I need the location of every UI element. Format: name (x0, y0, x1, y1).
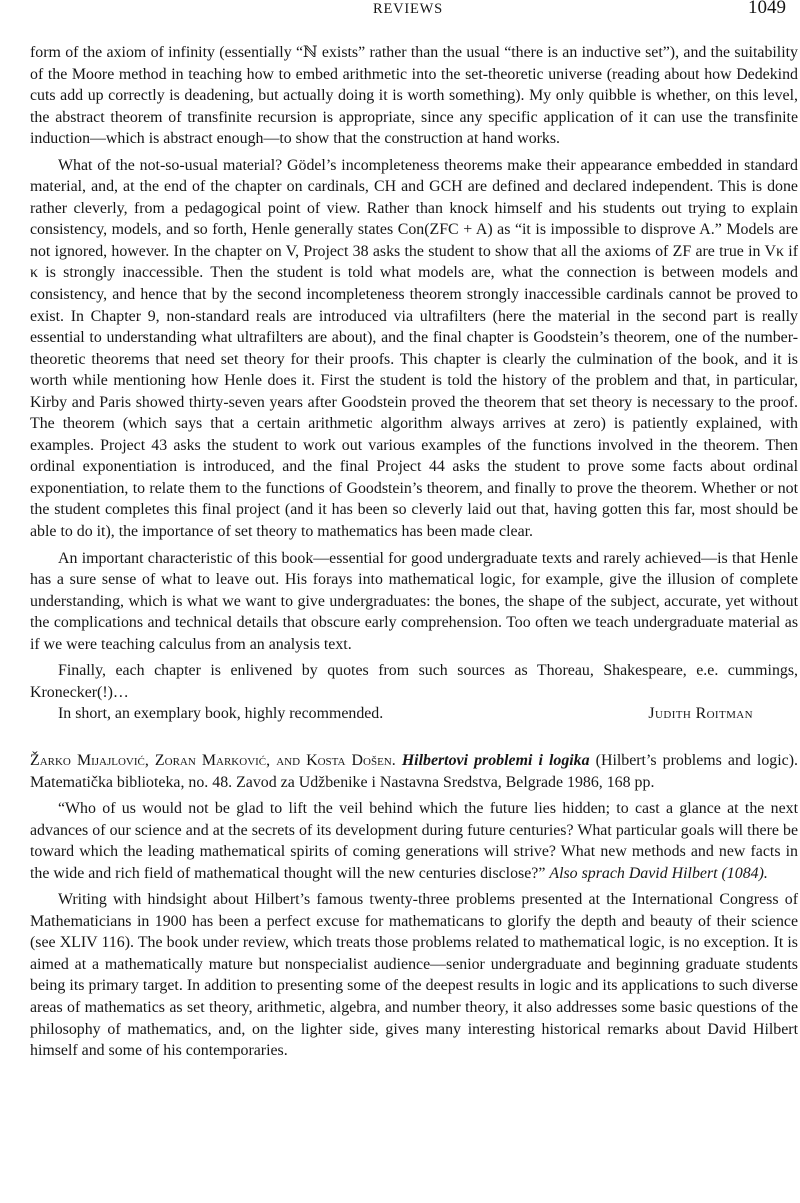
quote-text: “Who of us would not be glad to lift the veil behind which the future lies hidden; to cast a glance at the next advances of our science and at the secrets of its development during future centuries? What particular goals will there be toward which the leading mathematical spirits of coming generations will strive? What new methods and new facts in the wide and rich field of mathematical thought will the new centuries disclose?” (30, 800, 798, 882)
book-citation (30, 750, 798, 793)
body-text (30, 42, 798, 1062)
citation-authors: Žarko Mijajlović, Zoran Marković, and Kosta Došen. (30, 751, 396, 769)
paragraph-hindsight: Writing with hindsight about Hilbert’s famous twenty-three problems presented at the International Congress of Mathematicians in 1900 has been a perfect excuse for mathematicans to glorify the depth and beauty of their science (see XLIV 116). The book under review, which treats those problems related to mathematical logic, is no exception. It is aimed at a mathematically mature but nonspecialist audience—senior undergraduate and beginning graduate students being its primary target. In addition to presenting some of the deepest results in logic and its applications to such diverse areas of mathematics as set theory, arithmetic, algebra, and number theory, it also addresses some basic questions of the philosophy of mathematics, and, on the lighter side, gives many interesting historical remarks about David Hilbert himself and some of his contemporaries. (30, 891, 798, 1060)
citation-details: (Hilbert’s problems and logic). Matematička biblioteka, no. 48. Zavod za Udžbenike i Nastavna Sredstva, Belgrade 1986, 168 pp. (30, 751, 798, 791)
citation-title: Hilbertovi problemi i logika (401, 751, 590, 769)
closing-line (30, 703, 798, 725)
paragraph-continuation: form of the axiom of infinity (essentially “ℕ exists” rather than the usual “there is an inductive set”), and the suitability of the Moore method in teaching how to embed arithmetic into the set-theoretic universe (reading about how Dedekind cuts add up correctly is deadening, but actually doing it is worth something). My only quibble is whether, on this level, the abstract theorem of transfinite recursion is appropriate, since any specific application of it can use the transfinite induction—which is abstract enough—to show that the construction at hand works. (30, 44, 798, 148)
paragraph-material: What of the not-so-usual material? Gödel’s incompleteness theorems make their appearance embedded in standard material, and, at the end of the chapter on cardinals, CH and GCH are defined and declared independent. This is done rather cleverly, from a pedagogical point of view. Rather than knock himself and his students out trying to explain consistency, models, and so forth, Henle generally states Con(ZFC + A) as “it is impossible to disprove A.” Models are not ignored, however. In the chapter on V, Project 38 asks the student to show that all the axioms of ZF are true in Vκ if κ is strongly inaccessible. Then the student is told what models are, what the connection is between models and consistency, and hence that by the second incompleteness theorem strongly inaccessible cardinals cannot be proved to exist. In Chapter 9, non-standard reals are introduced via ultrafilters (here the material in the second part is really essential to understanding what ultrafilters are about), and the final chapter is Goodstein’s theorem, one of the number-theoretic theorems that need set theory for their proofs. This chapter is clearly the culmination of the book, and it is worth while mentioning how Henle does it. First the student is told the history of the problem and that, in particular, Kirby and Paris showed thirty-seven years after Goodstein proved the theorem that set theory is necessary to the proof. The theorem (which says that a certain arithmetic algorithm always arrives at zero) is patiently explained, with examples. Project 43 asks the student to work out various examples of the functions involved in the theorem. Then ordinal exponentiation is introduced, and the final Project 44 asks the student to prove some facts about ordinal exponentiation, to relate them to the functions of Goodstein’s theorem, and finally to prove the theorem. Whether or not the student completes this final project (and it has been so cleverly laid out that, having gotten this far, most should be able to do it), the importance of set theory to mathematics has been made clear. (30, 156, 798, 541)
running-title: REVIEWS (372, 1, 444, 17)
paragraph-characteristic: An important characteristic of this book—essential for good undergraduate texts and rarely achieved—is that Henle has a sure sense of what to leave out. His forays into mathematical logic, for example, give the illusion of complete understanding, which is what we want to give undergraduates: the bones, the shape of the subject, accurate, yet without the complications and technical details that obscure early comprehension. Too often we teach undergraduate material as if we were teaching calculus from an analysis text. (30, 549, 798, 653)
page-number: 1049 (748, 0, 786, 18)
closing-text: In short, an exemplary book, highly recommended. (58, 705, 384, 723)
page-header (30, 0, 786, 24)
paragraph-quotes: Finally, each chapter is enlivened by quotes from such sources as Thoreau, Shakespeare, e.e. cummings, Kronecker(!)… (30, 662, 798, 701)
hilbert-quote (30, 798, 798, 884)
quote-attribution: Also sprach David Hilbert (1084). (549, 864, 768, 882)
reviewer-signature: Judith Roitman (648, 705, 753, 723)
